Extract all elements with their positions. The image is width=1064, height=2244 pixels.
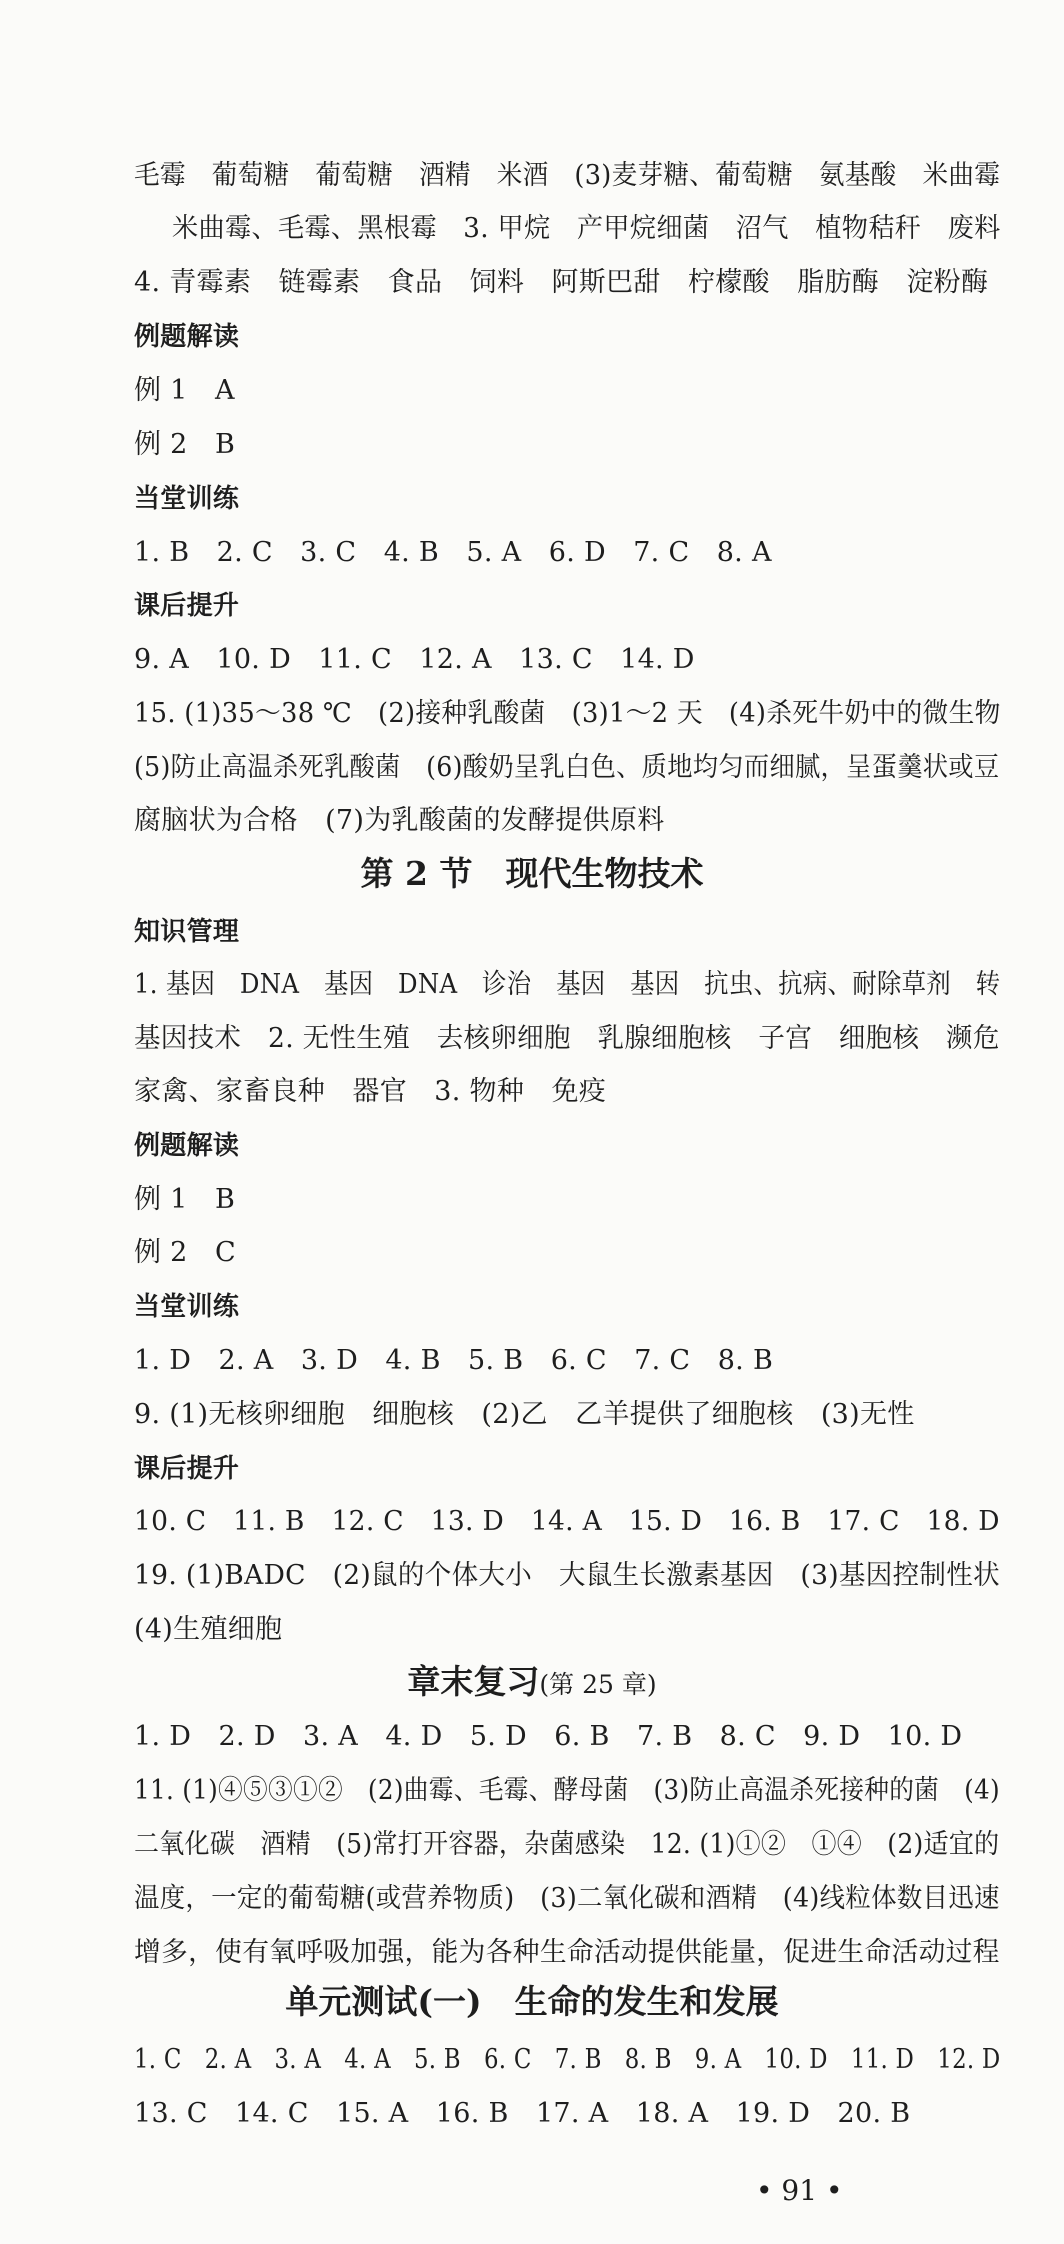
text-line: 13. C 14. C 15. A 16. B 17. A 18. A 19. D 20. B bbox=[134, 2098, 911, 2129]
text-line: 基因技术 2. 无性生殖 去核卵细胞 乳腺细胞核 子宫 细胞核 濒危 bbox=[134, 1023, 1000, 1054]
text-line: 1. 基因 DNA 基因 DNA 诊治 基因 基因 抗虫、抗病、耐除草剂 转 bbox=[134, 969, 1001, 1000]
text-line: 1. D 2. A 3. D 4. B 5. B 6. C 7. C 8. B bbox=[134, 1345, 774, 1376]
text-line: 毛霉 葡萄糖 葡萄糖 酒精 米酒 (3)麦芽糖、葡萄糖 氨基酸 米曲霉 bbox=[134, 160, 1001, 191]
unit-test-title: 单元测试(一) 生命的发生和发展 bbox=[285, 1982, 779, 2021]
text-line: 1. B 2. C 3. C 4. B 5. A 6. D 7. C 8. A bbox=[134, 537, 772, 568]
text-line: 1. D 2. D 3. A 4. D 5. D 6. B 7. B 8. C 9. D 10. D bbox=[134, 1721, 963, 1752]
text-line: 二氧化碳 酒精 (5)常打开容器，杂菌感染 12. (1)①② ①④ (2)适宜的 bbox=[134, 1829, 1000, 1860]
text-line: 例 1 A bbox=[134, 375, 235, 406]
subheading: 例题解读 bbox=[134, 322, 240, 352]
text-line: 例 2 B bbox=[134, 429, 236, 460]
review-title-sub: (第 25 章) bbox=[539, 1670, 657, 1699]
text-line: 温度，一定的葡萄糖(或营养物质) (3)二氧化碳和酒精 (4)线粒体数目迅速 bbox=[134, 1883, 1000, 1914]
text-line: 9. A 10. D 11. C 12. A 13. C 14. D bbox=[134, 644, 695, 675]
text-line: 增多，使有氧呼吸加强，能为各种生命活动提供能量，促进生命活动过程 bbox=[134, 1937, 1000, 1968]
subheading: 例题解读 bbox=[134, 1131, 240, 1161]
subheading: 知识管理 bbox=[134, 917, 240, 947]
text-line: 米曲霉、毛霉、黑根霉 3. 甲烷 产甲烷细菌 沼气 植物秸秆 废料 bbox=[172, 213, 1001, 244]
subheading: 课后提升 bbox=[134, 591, 240, 621]
subheading: 课后提升 bbox=[134, 1454, 240, 1484]
review-title bbox=[0, 1660, 1064, 1707]
text-line: 15. (1)35～38 ℃ (2)接种乳酸菌 (3)1～2 天 (4)杀死牛奶中的微生物 bbox=[134, 698, 1001, 729]
text-line: 4. 青霉素 链霉素 食品 饲料 阿斯巴甜 柠檬酸 脂肪酶 淀粉酶 bbox=[134, 267, 989, 298]
review-title-main: 章末复习 bbox=[407, 1662, 540, 1701]
page-number: • 91 • bbox=[756, 2174, 843, 2207]
text-line: 例 1 B bbox=[134, 1184, 236, 1215]
text-line: 例 2 C bbox=[134, 1237, 236, 1268]
subheading: 当堂训练 bbox=[134, 484, 240, 514]
text-line: 11. (1)④⑤③①② (2)曲霉、毛霉、酵母菌 (3)防止高温杀死接种的菌 (4) bbox=[134, 1775, 1000, 1806]
text-line: 腐脑状为合格 (7)为乳酸菌的发酵提供原料 bbox=[134, 805, 665, 836]
subheading: 当堂训练 bbox=[134, 1292, 240, 1322]
text-line: (4)生殖细胞 bbox=[134, 1614, 283, 1645]
text-line: 家禽、家畜良种 器官 3. 物种 免疫 bbox=[134, 1076, 607, 1107]
text-line: (5)防止高温杀死乳酸菌 (6)酸奶呈乳白色、质地均匀而细腻，呈蛋羹状或豆 bbox=[134, 752, 1000, 783]
text-line: 1. C 2. A 3. A 4. A 5. B 6. C 7. B 8. B 9. A 10. D 11. D 12. D bbox=[134, 2044, 1001, 2075]
text-line: 19. (1)BADC (2)鼠的个体大小 大鼠生长激素基因 (3)基因控制性状 bbox=[134, 1560, 1000, 1591]
text-line: 10. C 11. B 12. C 13. D 14. A 15. D 16. B 17. C 18. D bbox=[134, 1506, 1000, 1537]
section-title: 第 2 节 现代生物技术 bbox=[360, 854, 704, 893]
text-line: 9. (1)无核卵细胞 细胞核 (2)乙 乙羊提供了细胞核 (3)无性 bbox=[134, 1399, 915, 1430]
